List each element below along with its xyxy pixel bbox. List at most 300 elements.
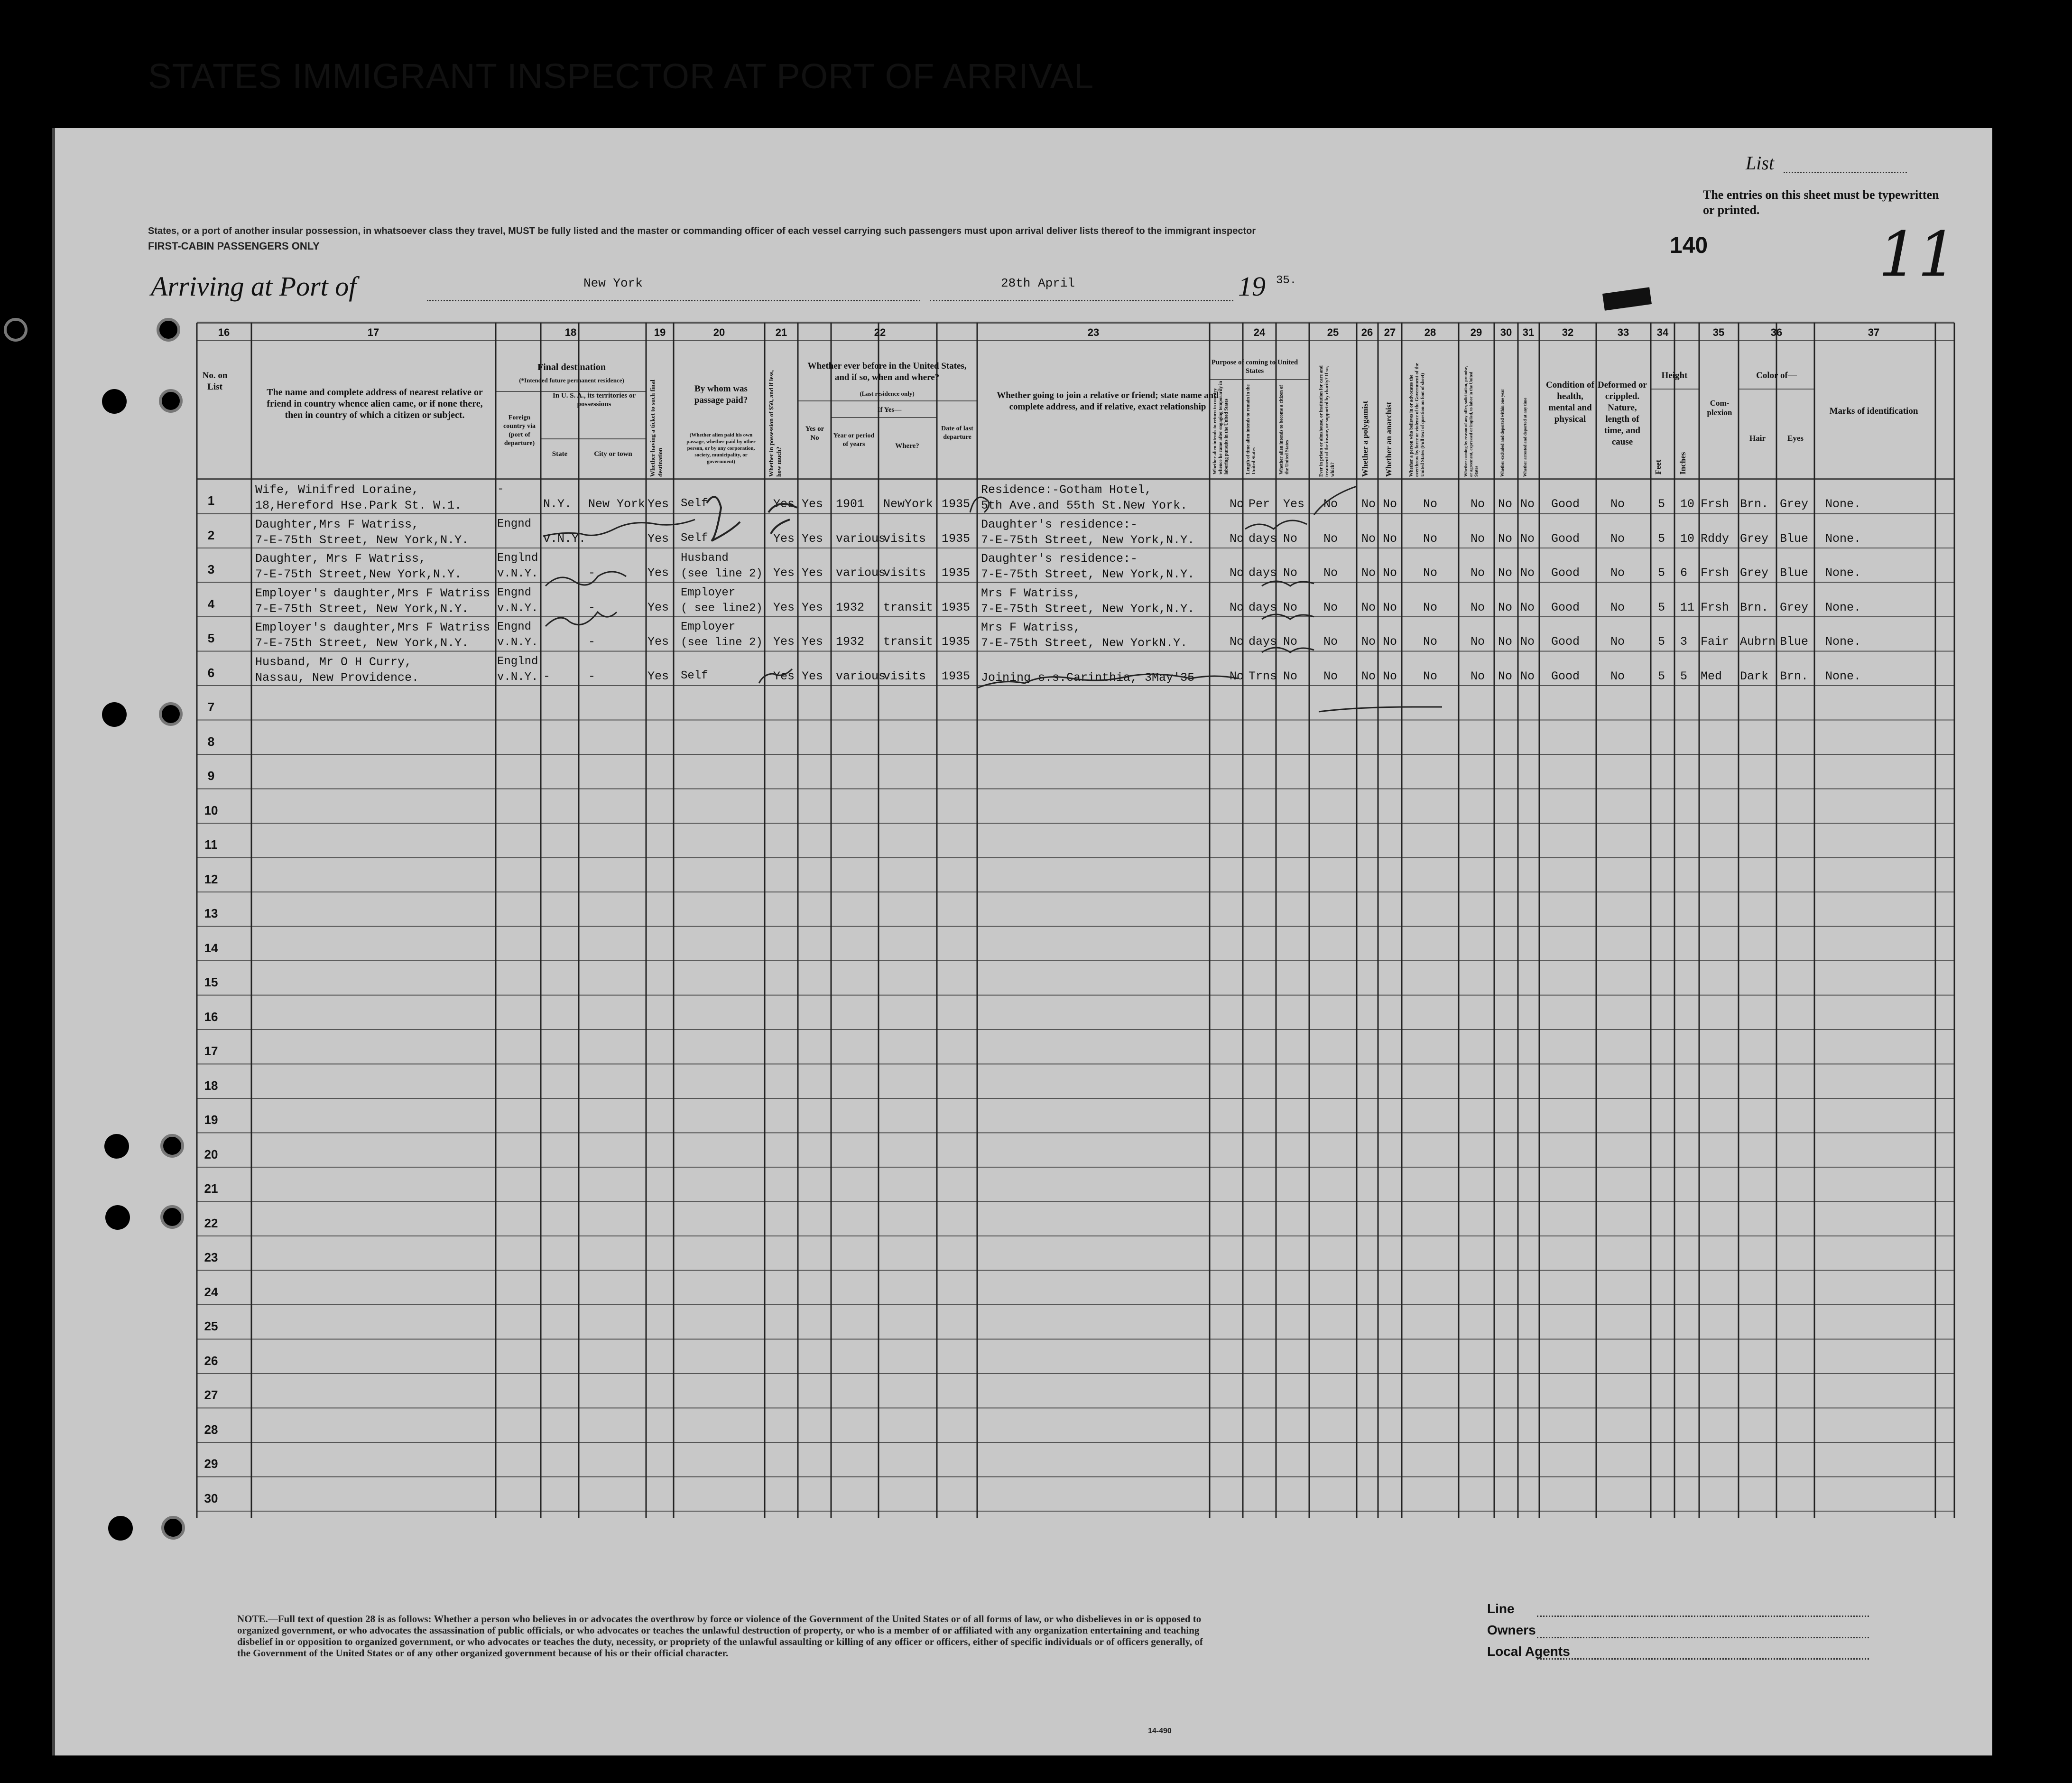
marks-cell: None.: [1825, 669, 1861, 683]
passage-paid-cell: ( see line2): [681, 602, 763, 615]
owners-label: Owners: [1487, 1623, 1536, 1637]
q30-cell: No: [1498, 497, 1513, 511]
column-number: 21: [775, 326, 787, 338]
ticket-cell: Yes: [648, 669, 669, 683]
prison-cell: No: [1323, 600, 1338, 614]
relative-address: Employer's daughter,Mrs F Watriss: [255, 621, 490, 634]
eyes-cell: Blue: [1780, 566, 1809, 580]
foreign-country-cell: Englnd: [497, 552, 538, 565]
relative-address: Daughter, Mrs F Watriss,: [255, 552, 426, 566]
header-final-destination: Final destination: [537, 362, 606, 372]
ever-before-cell: Yes: [802, 600, 823, 614]
purpose-citizen-cell: Yes: [1283, 497, 1305, 511]
eyes-cell: Grey: [1780, 600, 1809, 614]
header-eyes: Eyes: [1787, 434, 1804, 443]
passage-paid-cell: Husband: [681, 552, 729, 565]
joining-cell: Daughter's residence:-: [981, 552, 1138, 566]
column-number: 30: [1500, 326, 1512, 338]
year-prefix: 19: [1238, 271, 1266, 302]
row-number: 12: [204, 872, 218, 886]
relative-address: Husband, Mr O H Curry,: [255, 655, 412, 669]
polygamist-cell: No: [1361, 635, 1376, 649]
anarchist-cell: No: [1383, 600, 1397, 614]
header-q30: Whether excluded and deported within one year: [1500, 389, 1505, 477]
marks-cell: None.: [1825, 635, 1861, 649]
year-cell: 1932: [836, 600, 865, 614]
column-number: 17: [367, 326, 379, 338]
header-ever-before-note: (Last residence only): [860, 390, 915, 397]
anarchist-cell: No: [1383, 635, 1397, 649]
form-number: 14-490: [1148, 1727, 1172, 1735]
q29-cell: No: [1471, 531, 1485, 546]
q30-cell: No: [1498, 566, 1513, 580]
inches-cell: 11: [1680, 600, 1695, 614]
deformed-cell: No: [1610, 531, 1625, 546]
header-ticket: Whether having a ticket to such final destination: [649, 380, 664, 477]
row-number: 3: [207, 562, 215, 576]
deformed-cell: No: [1610, 600, 1625, 614]
year-suffix: 35.: [1276, 274, 1297, 287]
marks-cell: None.: [1825, 600, 1861, 614]
column-number: 16: [218, 326, 230, 338]
header-inches: Inches: [1678, 452, 1687, 474]
possession-cell: Yes: [773, 497, 795, 511]
feet-cell: 5: [1658, 635, 1665, 649]
health-cell: Good: [1551, 635, 1580, 649]
anarchist-cell: No: [1383, 497, 1397, 511]
ever-before-cell: Yes: [802, 635, 823, 649]
joining-cell: Residence:-Gotham Hotel,: [981, 483, 1152, 497]
year-cell: 1901: [836, 497, 865, 511]
purpose-citizen-cell: No: [1283, 566, 1298, 580]
column-number: 33: [1617, 326, 1629, 338]
margin-mark: 11: [1878, 218, 1957, 290]
ever-before-cell: Yes: [802, 497, 823, 511]
header-marks: Marks of identification: [1829, 406, 1918, 416]
where-cell: visits: [883, 566, 926, 580]
departure-cell: 1935: [942, 566, 971, 580]
deformed-cell: No: [1610, 669, 1625, 683]
anarchist-cell: No: [1383, 669, 1397, 683]
header-purpose-b: Length of time alien intends to remain in the United States: [1246, 384, 1257, 474]
purpose-length-cell: days: [1249, 600, 1277, 614]
anarchist-cell: No: [1383, 531, 1397, 546]
feet-cell: 5: [1658, 531, 1665, 546]
q29-cell: No: [1471, 566, 1485, 580]
polygamist-cell: No: [1361, 531, 1376, 546]
ticket-cell: Yes: [648, 635, 669, 649]
foreign-country-cell: Engnd: [497, 586, 532, 599]
joining-cell: Mrs F Watriss,: [981, 586, 1081, 600]
passage-paid-cell: Self: [681, 669, 708, 682]
column-number: 24: [1253, 326, 1266, 338]
where-cell: NewYork: [883, 497, 934, 511]
departure-cell: 1935: [942, 600, 971, 614]
row-number: 21: [204, 1181, 218, 1196]
complexion-cell: Frsh: [1701, 497, 1730, 511]
joining-cell: 7-E-75th Street, New York,N.Y.: [981, 567, 1195, 581]
row-number: 16: [204, 1009, 218, 1024]
line-label: Line: [1487, 1601, 1515, 1616]
column-number: 35: [1712, 326, 1725, 338]
year-cell: various: [836, 669, 886, 683]
q30-cell: No: [1498, 669, 1513, 683]
agents-label: Local Agents: [1487, 1644, 1570, 1659]
complexion-cell: Frsh: [1701, 600, 1730, 614]
row-number: 19: [204, 1113, 218, 1127]
marks-cell: None.: [1825, 531, 1861, 546]
q30-cell: No: [1498, 531, 1513, 546]
row-number: 26: [204, 1353, 218, 1368]
possession-cell: Yes: [773, 669, 795, 683]
purpose-return-cell: No: [1230, 635, 1244, 649]
inches-cell: 10: [1680, 497, 1695, 511]
ticket-cell: Yes: [648, 497, 669, 511]
inches-cell: 10: [1680, 531, 1695, 546]
row-number: 27: [204, 1388, 218, 1402]
ever-before-cell: Yes: [802, 669, 823, 683]
city-cell: -: [588, 635, 596, 649]
header-condition: Condition of health, mental and physical: [1546, 380, 1594, 424]
column-number: 25: [1327, 326, 1339, 338]
eyes-cell: Brn.: [1780, 669, 1809, 683]
where-cell: transit: [883, 635, 934, 649]
column-number: 28: [1424, 326, 1436, 338]
purpose-return-cell: No: [1230, 566, 1244, 580]
q28-cell: No: [1423, 566, 1438, 580]
row-number: 1: [207, 493, 215, 508]
typewritten-note: The entries on this sheet must be typewritten or printed.: [1703, 188, 1939, 217]
relative-address: 7-E-75th Street, New York,N.Y.: [255, 533, 469, 547]
column-number: 31: [1522, 326, 1535, 338]
form-instructions: States, or a port of another insular possession, in whatsoever class they travel, MUST be fully listed and the master or commanding officer of each vessel carrying such passengers must upon arrival deliver lists thereof to the immigrant inspector: [148, 226, 1256, 236]
column-number: 36: [1770, 326, 1783, 338]
q28-cell: No: [1423, 497, 1438, 511]
passage-paid-cell: Self: [681, 497, 708, 510]
health-cell: Good: [1551, 600, 1580, 614]
purpose-citizen-cell: No: [1283, 635, 1298, 649]
owners-dotted: [1537, 1637, 1869, 1638]
q31-cell: No: [1520, 566, 1535, 580]
inches-cell: 5: [1680, 669, 1688, 683]
row-number: 20: [204, 1147, 218, 1161]
year-cell: 1932: [836, 635, 865, 649]
row-number: 28: [204, 1422, 218, 1437]
ticket-cell: Yes: [648, 566, 669, 580]
question-28-note: NOTE.—Full text of question 28 is as follows: Whether a person who believes in or advocates the overthrow by force or violence of the Government of the United States or of all forms of law, or who disbelieves in or is opposed to organized government, or who advocates the assassination of public officials, or who advocates or teaches the unlawful destruction of property, or who is a member of or affiliated with any organization entertaining and teaching disbelief in or opposition to organized government, or who advocates or teaches the duty, necessity, or propriety of the unlawful assaulting or killing of any officer or officers, either of specific individuals or of officers generally, of the Government of the United States or of any other organized government because of his or their official character.: [237, 1613, 1203, 1659]
column-number: 37: [1868, 326, 1880, 338]
header-state: State: [552, 450, 568, 458]
polygamist-cell: No: [1361, 669, 1376, 683]
where-cell: visits: [883, 669, 926, 683]
purpose-return-cell: No: [1230, 669, 1244, 683]
header-if-yes: If Yes—: [877, 406, 902, 414]
departure-cell: 1935: [942, 635, 971, 649]
header-hair: Hair: [1749, 434, 1766, 443]
purpose-return-cell: No: [1230, 600, 1244, 614]
ticket-cell: Yes: [648, 600, 669, 614]
header-relative: The name and complete address of nearest relative or friend in country whence alien came, or if none there, then in country of which a citizen or subject.: [267, 387, 483, 420]
relative-address: Wife, Winifred Loraine,: [255, 483, 419, 497]
row-number: 30: [204, 1491, 218, 1505]
header-yes-no: Yes or No: [805, 425, 824, 442]
purpose-citizen-cell: No: [1283, 531, 1298, 546]
column-number: 18: [564, 326, 577, 338]
header-polygamist: Whether a polygamist: [1360, 400, 1369, 477]
column-number: 20: [713, 326, 725, 338]
q30-cell: No: [1498, 635, 1513, 649]
prison-cell: No: [1323, 566, 1338, 580]
purpose-length-cell: Trns: [1249, 669, 1277, 683]
q28-cell: No: [1423, 635, 1438, 649]
year-cell: various: [836, 531, 886, 546]
column-number: 22: [874, 326, 886, 338]
sheet-number: 140: [1670, 233, 1708, 258]
row-number: 11: [204, 837, 218, 852]
relative-address: 7-E-75th Street,New York,N.Y.: [255, 567, 462, 581]
prison-cell: No: [1323, 669, 1338, 683]
form-class-note: FIRST-CABIN PASSENGERS ONLY: [148, 240, 320, 252]
state-cell: v.N.Y.: [543, 531, 586, 546]
polygamist-cell: No: [1361, 497, 1376, 511]
state-cell: N.Y.: [543, 497, 572, 511]
prison-cell: No: [1323, 635, 1338, 649]
deformed-cell: No: [1610, 566, 1625, 580]
q29-cell: No: [1471, 635, 1485, 649]
header-purpose-c: Whether alien intends to become a citizen of the United States: [1279, 385, 1290, 474]
city-cell: -: [588, 669, 596, 683]
relative-address: 7-E-75th Street, New York,N.Y.: [255, 602, 469, 616]
header-height: Height: [1661, 371, 1688, 381]
eyes-cell: Grey: [1780, 497, 1809, 511]
inches-cell: 6: [1680, 566, 1688, 580]
prison-cell: No: [1323, 497, 1338, 511]
health-cell: Good: [1551, 669, 1580, 683]
agents-dotted: [1537, 1658, 1869, 1660]
joining-cell: 5th Ave.and 55th St.New York.: [981, 499, 1188, 512]
column-number: 29: [1470, 326, 1482, 338]
column-number: 23: [1087, 326, 1100, 338]
ever-before-cell: Yes: [802, 566, 823, 580]
q28-cell: No: [1423, 531, 1438, 546]
line-dotted: [1537, 1616, 1869, 1617]
marks-cell: None.: [1825, 566, 1861, 580]
row-number: 9: [207, 769, 215, 783]
health-cell: Good: [1551, 531, 1580, 546]
joining-cell: Joining s.s.Carinthia, 3May'35: [981, 670, 1195, 685]
passage-paid-cell: (see line 2): [681, 636, 763, 649]
ticket-cell: Yes: [648, 531, 669, 546]
row-number: 24: [204, 1284, 218, 1299]
header-anarchist: Whether an anarchist: [1384, 401, 1393, 477]
polygamist-cell: No: [1361, 566, 1376, 580]
purpose-return-cell: No: [1230, 531, 1244, 546]
row-number: 6: [207, 665, 215, 680]
where-cell: transit: [883, 600, 934, 614]
q31-cell: No: [1520, 531, 1535, 546]
city-cell: -: [588, 600, 596, 614]
row-number: 8: [207, 734, 215, 749]
row-number: 4: [207, 596, 215, 611]
header-possession-50: Whether in possession of $50, and if less, how much?: [768, 370, 782, 477]
complexion-cell: Fair: [1701, 635, 1730, 649]
departure-cell: 1935: [942, 497, 971, 511]
header-last-departure: Date of last departure: [941, 425, 973, 441]
header-feet: Feet: [1654, 459, 1663, 474]
header-foreign-country: Foreign country via (port of departure): [503, 414, 536, 447]
row-number: 10: [204, 803, 218, 817]
q29-cell: No: [1471, 600, 1485, 614]
q30-cell: No: [1498, 600, 1513, 614]
q29-cell: No: [1471, 669, 1485, 683]
joining-cell: Daughter's residence:-: [981, 517, 1138, 531]
possession-cell: Yes: [773, 635, 795, 649]
feet-cell: 5: [1658, 600, 1665, 614]
header-q29: Whether coming by reason of any offer, solicitation, promise, or agreement, expressed or implied, to labor in the United States: [1463, 366, 1479, 477]
q28-cell: No: [1423, 669, 1438, 683]
header-final-destination-note: (*Intended future permanent residence): [519, 377, 624, 384]
ever-before-cell: Yes: [802, 531, 823, 546]
feet-cell: 5: [1658, 497, 1665, 511]
city-cell: New York: [588, 497, 646, 511]
passage-paid-cell: Self: [681, 531, 708, 545]
purpose-citizen-cell: No: [1283, 669, 1298, 683]
row-number: 13: [204, 906, 218, 920]
foreign-country-cell: Engnd: [497, 517, 532, 530]
foreign-country-cell: v.N.Y.: [497, 567, 538, 580]
departure-cell: 1935: [942, 531, 971, 546]
passage-paid-cell: Employer: [681, 621, 736, 633]
row-number: 23: [204, 1250, 218, 1264]
header-prison: Ever in prison or almshouse, or institution for care and treatment of the insane, or supported by charity? If so, which?: [1319, 365, 1335, 477]
possession-cell: Yes: [773, 600, 795, 614]
date-value: 28th April: [1001, 276, 1075, 290]
feet-cell: 5: [1658, 566, 1665, 580]
anarchist-cell: No: [1383, 566, 1397, 580]
deformed-cell: No: [1610, 497, 1625, 511]
joining-cell: 7-E-75th Street, New York,N.Y.: [981, 602, 1195, 616]
where-cell: visits: [883, 531, 926, 546]
row-number: 17: [204, 1044, 218, 1058]
column-number: 26: [1361, 326, 1373, 338]
complexion-cell: Frsh: [1701, 566, 1730, 580]
departure-cell: 1935: [942, 669, 971, 683]
header-color-of: Color of—: [1756, 371, 1797, 381]
hair-cell: Brn.: [1740, 497, 1769, 511]
relative-address: 7-E-75th Street, New York,N.Y.: [255, 636, 469, 650]
row-number: 18: [204, 1078, 218, 1093]
foreign-country-cell: v.N.Y.: [497, 602, 538, 615]
q31-cell: No: [1520, 635, 1535, 649]
q29-cell: No: [1471, 497, 1485, 511]
port-value: New York: [583, 276, 643, 290]
foreign-country-cell: -: [497, 483, 504, 496]
joining-cell: 7-E-75th Street, New York,N.Y.: [981, 533, 1195, 547]
state-cell: -: [543, 669, 551, 683]
foreign-country-cell: Engnd: [497, 621, 532, 633]
header-where: Where?: [895, 442, 919, 450]
deformed-cell: No: [1610, 635, 1625, 649]
health-cell: Good: [1551, 566, 1580, 580]
foreign-country-cell: v.N.Y.: [497, 636, 538, 649]
row-number: 29: [204, 1457, 218, 1471]
feet-cell: 5: [1658, 669, 1665, 683]
column-number: 19: [654, 326, 666, 338]
row-number: 2: [207, 528, 215, 542]
foreign-country-cell: Englnd: [497, 655, 538, 668]
header-q31: Whether arrested and deported at any time: [1523, 398, 1527, 477]
column-number: 34: [1656, 326, 1669, 338]
eyes-cell: Blue: [1780, 531, 1809, 546]
header-deformed: Deformed or crippled. Nature, length of time, and cause: [1598, 380, 1647, 447]
relative-address: Nassau, New Providence.: [255, 670, 419, 685]
prison-cell: No: [1323, 531, 1338, 546]
row-number: 15: [204, 975, 218, 989]
list-label: List: [1746, 152, 1775, 174]
header-passage-note: (Whether alien paid his own passage, whether paid by other person, or by any corporation, society, municipality, or government): [686, 432, 756, 464]
form-title: STATES IMMIGRANT INSPECTOR AT PORT OF ARRIVAL: [148, 56, 1094, 96]
q31-cell: No: [1520, 600, 1535, 614]
relative-address: Daughter,Mrs F Watriss,: [255, 517, 419, 531]
health-cell: Good: [1551, 497, 1580, 511]
row-number: 5: [207, 631, 215, 645]
row-number: 7: [207, 700, 215, 714]
hair-cell: Grey: [1740, 531, 1769, 546]
header-city: City or town: [594, 450, 632, 458]
header-in-usa: In U. S. A., its territories or possessions: [553, 392, 636, 408]
passage-paid-cell: Employer: [681, 586, 736, 599]
purpose-citizen-cell: No: [1283, 600, 1298, 614]
joining-cell: Mrs F Watriss,: [981, 621, 1081, 634]
complexion-cell: Rddy: [1701, 531, 1730, 546]
city-cell: -: [588, 566, 596, 580]
header-complexion: Com-plexion: [1707, 399, 1732, 417]
polygamist-cell: No: [1361, 600, 1376, 614]
header-ever-before: Whether ever before in the United States, and if so, when and where?: [807, 361, 967, 382]
purpose-return-cell: No: [1230, 497, 1244, 511]
possession-cell: Yes: [773, 531, 795, 546]
q31-cell: No: [1520, 497, 1535, 511]
year-cell: various: [836, 566, 886, 580]
hair-cell: Dark: [1740, 669, 1769, 683]
purpose-length-cell: days: [1249, 531, 1277, 546]
row-number: 22: [204, 1216, 218, 1230]
eyes-cell: Blue: [1780, 635, 1809, 649]
purpose-length-cell: Per: [1249, 497, 1270, 511]
header-no-on-list: No. on List: [202, 371, 228, 392]
q31-cell: No: [1520, 669, 1535, 683]
header-joining: Whether going to join a relative or friend; state name and complete address, and if relative, exact relationship: [997, 390, 1219, 412]
header-passage-paid: By whom was passage paid?: [694, 384, 748, 405]
possession-cell: Yes: [773, 566, 795, 580]
inches-cell: 3: [1680, 635, 1688, 649]
joining-cell: 7-E-75th Street, New YorkN.Y.: [981, 636, 1188, 650]
hair-cell: Brn.: [1740, 600, 1769, 614]
purpose-length-cell: days: [1249, 635, 1277, 649]
purpose-length-cell: days: [1249, 566, 1277, 580]
row-number: 14: [204, 940, 218, 955]
arriving-label: Arriving at Port of: [151, 271, 357, 302]
header-year-period: Year or period of years: [833, 432, 875, 448]
header-purpose-a: Whether alien intends to return to country whence he came after engaging temporarily in laboring pursuits in the United States: [1212, 381, 1229, 474]
q28-cell: No: [1423, 600, 1438, 614]
relative-address: Employer's daughter,Mrs F Watriss: [255, 586, 490, 600]
row-number: 25: [204, 1319, 218, 1333]
passage-paid-cell: (see line 2): [681, 567, 763, 580]
hair-cell: Aubrn: [1740, 635, 1776, 649]
column-number: 32: [1562, 326, 1574, 338]
complexion-cell: Med: [1701, 669, 1722, 683]
